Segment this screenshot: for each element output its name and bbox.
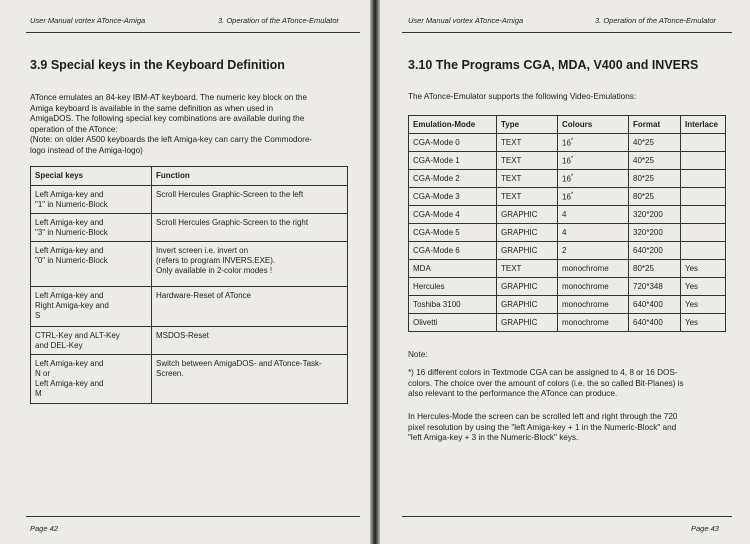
interlace-cell xyxy=(681,134,726,152)
column-header-colours: Colours xyxy=(558,116,629,134)
cell-line: N or xyxy=(35,369,51,378)
format-cell: 80*25 xyxy=(629,188,681,206)
table-row xyxy=(31,214,348,242)
colours-cell: 4 xyxy=(558,206,629,224)
mode-cell: Hercules xyxy=(409,278,497,296)
interlace-cell xyxy=(681,206,726,224)
type-cell: TEXT xyxy=(497,134,558,152)
paragraph-line: (Note: on older A500 keyboards the left Amiga-key can carry the Commodore- xyxy=(30,135,313,145)
note-hercules-paragraph xyxy=(408,412,730,444)
right-intro-text: The ATonce-Emulator supports the following Video-Emulations: xyxy=(408,92,637,101)
column-header-emulation-mode: Emulation-Mode xyxy=(409,116,497,134)
mode-cell: CGA-Mode 1 xyxy=(409,152,497,170)
cell-line: (refers to program INVERS.EXE). xyxy=(156,256,276,265)
mode-cell: CGA-Mode 0 xyxy=(409,134,497,152)
paragraph-line: In Hercules-Mode the screen can be scrolled left and right through the 720 xyxy=(408,412,678,421)
keys-cell xyxy=(31,327,152,355)
column-header-format: Format xyxy=(629,116,681,134)
table-row xyxy=(409,314,726,332)
format-cell: 80*25 xyxy=(629,170,681,188)
table-row xyxy=(409,278,726,296)
left-intro-paragraph xyxy=(30,93,360,157)
interlace-cell: Yes xyxy=(681,296,726,314)
column-header-interlace: Interlace xyxy=(681,116,726,134)
interlace-cell xyxy=(681,224,726,242)
function-cell xyxy=(152,214,348,242)
section-heading-3-9: 3.9 Special keys in the Keyboard Definition xyxy=(30,58,285,72)
function-cell xyxy=(152,327,348,355)
function-cell xyxy=(152,287,348,327)
paragraph-line: logo instead of the Amiga-logo) xyxy=(30,145,143,155)
cell-line: S xyxy=(35,311,41,320)
table-row xyxy=(31,355,348,404)
cell-line: Left Amiga-key and xyxy=(35,246,104,255)
right-page xyxy=(380,0,750,544)
colours-cell: monochrome xyxy=(558,260,629,278)
mode-cell: MDA xyxy=(409,260,497,278)
table-row xyxy=(31,186,348,214)
type-cell: GRAPHIC xyxy=(497,206,558,224)
function-cell xyxy=(152,242,348,287)
page-number: Page 43 xyxy=(691,524,719,533)
table-row xyxy=(409,188,726,206)
colours-cell: monochrome xyxy=(558,278,629,296)
cell-line: Screen. xyxy=(156,369,184,378)
paragraph-line: AmigaDOS. The following special key combinations are available during the xyxy=(30,114,305,124)
right-footer-rule xyxy=(402,516,732,517)
table-row xyxy=(31,327,348,355)
type-cell: GRAPHIC xyxy=(497,278,558,296)
cell-line: "3" in Numeric-Block xyxy=(35,228,108,237)
keys-cell xyxy=(31,355,152,404)
cell-line: Scroll Hercules Graphic-Screen to the left xyxy=(156,190,304,199)
colours-cell: 16* xyxy=(558,188,629,206)
format-cell: 40*25 xyxy=(629,134,681,152)
interlace-cell: Yes xyxy=(681,314,726,332)
format-cell: 40*25 xyxy=(629,152,681,170)
table-row xyxy=(409,170,726,188)
interlace-cell xyxy=(681,188,726,206)
cell-line: MSDOS-Reset xyxy=(156,331,209,340)
colours-cell: 16* xyxy=(558,134,629,152)
cell-line: Right Amiga-key and xyxy=(35,301,109,310)
interlace-cell xyxy=(681,170,726,188)
paragraph-line: ATonce emulates an 84-key IBM-AT keyboard. The numeric key block on the xyxy=(30,93,307,102)
keys-cell xyxy=(31,186,152,214)
keys-cell xyxy=(31,242,152,287)
table-header-row xyxy=(31,167,348,186)
column-header-function: Function xyxy=(152,167,348,186)
paragraph-line: pixel resolution by using the "left Amiga-key + 1 in the Numeric-Block" and xyxy=(408,422,677,432)
type-cell: GRAPHIC xyxy=(497,296,558,314)
left-header-title: User Manual vortex ATonce-Amiga xyxy=(30,16,146,25)
left-footer-rule xyxy=(26,516,360,517)
keys-cell xyxy=(31,214,152,242)
cell-line: Switch between AmigaDOS- and ATonce-Task- xyxy=(156,359,322,368)
keys-cell xyxy=(31,287,152,327)
mode-cell: CGA-Mode 2 xyxy=(409,170,497,188)
cell-line: CTRL-Key and ALT-Key xyxy=(35,331,120,340)
cell-line: "1" in Numeric-Block xyxy=(35,200,108,209)
left-header-chapter: 3. Operation of the ATonce-Emulator xyxy=(218,16,340,25)
function-cell xyxy=(152,355,348,404)
table-row xyxy=(409,242,726,260)
book-spine xyxy=(370,0,380,544)
colours-cell: monochrome xyxy=(558,296,629,314)
cell-line: Left Amiga-key and xyxy=(35,359,104,368)
mode-cell: Olivetti xyxy=(409,314,497,332)
table-row xyxy=(31,242,348,287)
cell-line: Left Amiga-key and xyxy=(35,291,104,300)
colours-cell: 2 xyxy=(558,242,629,260)
table-row xyxy=(409,134,726,152)
format-cell: 720*348 xyxy=(629,278,681,296)
type-cell: TEXT xyxy=(497,170,558,188)
colours-cell: 16* xyxy=(558,170,629,188)
type-cell: GRAPHIC xyxy=(497,242,558,260)
right-header-rule xyxy=(402,32,732,33)
table-row xyxy=(409,260,726,278)
cell-line: Left Amiga-key and xyxy=(35,190,104,199)
format-cell: 320*200 xyxy=(629,224,681,242)
interlace-cell xyxy=(681,242,726,260)
left-page xyxy=(0,0,370,544)
cell-line: Invert screen i.e. invert on xyxy=(156,246,249,255)
interlace-cell: Yes xyxy=(681,278,726,296)
format-cell: 640*200 xyxy=(629,242,681,260)
right-header-chapter: 3. Operation of the ATonce-Emulator xyxy=(595,16,717,25)
paragraph-line: Amiga keyboard is available in the same definition as when used in xyxy=(30,103,274,113)
paragraph-line: *) 16 different colors in Textmode CGA can be assigned to 4, 8 or 16 DOS- xyxy=(408,368,678,377)
mode-cell: CGA-Mode 4 xyxy=(409,206,497,224)
right-header-title: User Manual vortex ATonce-Amiga xyxy=(408,16,524,25)
cell-line: "0" in Numeric-Block xyxy=(35,256,108,265)
table-row xyxy=(31,287,348,327)
type-cell: TEXT xyxy=(497,188,558,206)
type-cell: GRAPHIC xyxy=(497,314,558,332)
colours-cell: monochrome xyxy=(558,314,629,332)
mode-cell: CGA-Mode 3 xyxy=(409,188,497,206)
cell-line: Left Amiga-key and xyxy=(35,218,104,227)
special-keys-table xyxy=(30,166,348,404)
function-cell xyxy=(152,186,348,214)
column-header-special-keys: Special keys xyxy=(31,167,152,186)
mode-cell: CGA-Mode 6 xyxy=(409,242,497,260)
section-heading-3-10: 3.10 The Programs CGA, MDA, V400 and INVERS xyxy=(408,58,699,72)
page-number: Page 42 xyxy=(30,524,58,533)
colours-cell: 4 xyxy=(558,224,629,242)
format-cell: 640*400 xyxy=(629,314,681,332)
mode-cell: Toshiba 3100 xyxy=(409,296,497,314)
mode-cell: CGA-Mode 5 xyxy=(409,224,497,242)
cell-line: and DEL-Key xyxy=(35,341,83,350)
cell-line: Only available in 2-color modes ! xyxy=(156,266,273,275)
table-row xyxy=(409,152,726,170)
type-cell: TEXT xyxy=(497,152,558,170)
paragraph-line: operation of the ATonce: xyxy=(30,124,118,134)
note-asterisk-paragraph xyxy=(408,368,730,400)
cell-line: M xyxy=(35,389,42,398)
interlace-cell: Yes xyxy=(681,260,726,278)
table-row xyxy=(409,296,726,314)
left-header-rule xyxy=(26,32,360,33)
paragraph-line: "left Amiga-key + 3 in the Numeric-Block" keys. xyxy=(408,433,579,443)
format-cell: 320*200 xyxy=(629,206,681,224)
paragraph-line: colors. The choice over the amount of colors (i.e. the so called Bit-Planes) is xyxy=(408,378,684,388)
cell-line: Hardware-Reset of ATonce xyxy=(156,291,252,300)
format-cell: 80*25 xyxy=(629,260,681,278)
paragraph-line: also relevant to the performance the ATonce can produce. xyxy=(408,389,618,399)
video-table-body xyxy=(409,134,726,332)
format-cell: 640*400 xyxy=(629,296,681,314)
type-cell: TEXT xyxy=(497,260,558,278)
table-row xyxy=(409,206,726,224)
table-row xyxy=(409,224,726,242)
colours-cell: 16* xyxy=(558,152,629,170)
note-label: Note: xyxy=(408,350,428,359)
cell-line: Left Amiga-key and xyxy=(35,379,104,388)
table-header-row xyxy=(409,116,726,134)
cell-line: Scroll Hercules Graphic-Screen to the right xyxy=(156,218,309,227)
interlace-cell xyxy=(681,152,726,170)
type-cell: GRAPHIC xyxy=(497,224,558,242)
video-emulations-table xyxy=(408,115,726,332)
column-header-type: Type xyxy=(497,116,558,134)
